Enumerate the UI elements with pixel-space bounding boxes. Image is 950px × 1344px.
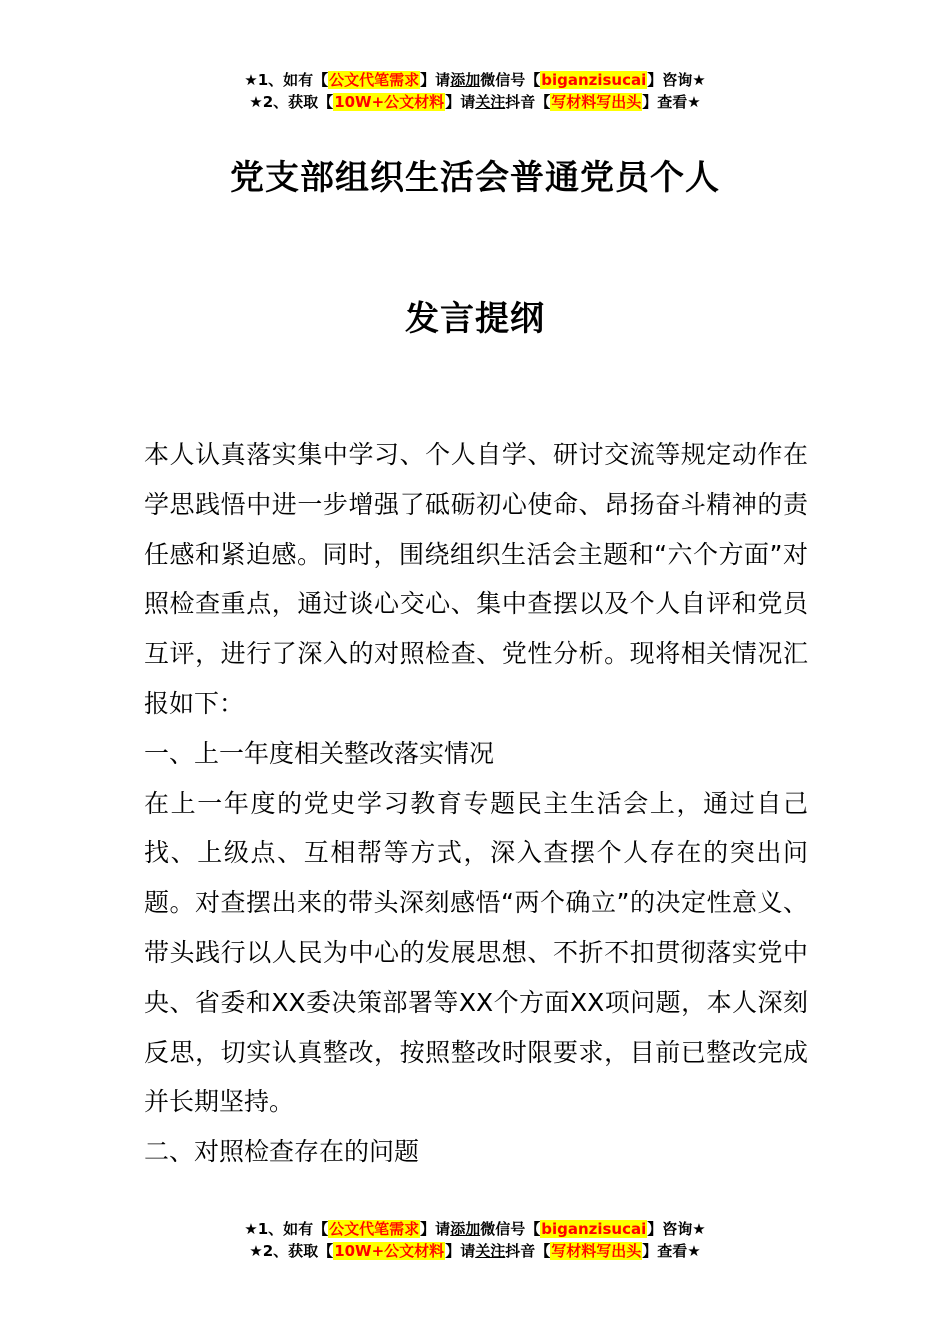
banner-text: 微信号【 <box>480 1220 541 1238</box>
banner-text: 】请 <box>420 1220 451 1238</box>
wechat-id-highlight: biganzisucai <box>541 71 647 89</box>
banner-text: 微信号【 <box>480 71 541 89</box>
banner-highlight: 10W+公文材料 <box>334 1242 445 1260</box>
banner-line-1 <box>0 1218 950 1240</box>
banner-text: ★2、获取【 <box>249 1242 334 1260</box>
section-heading-1: 一、上一年度相关整改落实情况 <box>144 738 495 768</box>
banner-text: 抖音【 <box>505 93 551 111</box>
banner-line-1 <box>0 69 950 91</box>
banner-text: 抖音【 <box>505 1242 551 1260</box>
banner-text: 】请 <box>420 71 451 89</box>
banner-highlight: 公文代笔需求 <box>329 1220 420 1238</box>
douyin-id-highlight: 写材料写出头 <box>551 93 642 111</box>
banner-text: 】查看★ <box>642 1242 701 1260</box>
banner-text: 】查看★ <box>642 93 701 111</box>
banner-highlight: 公文代笔需求 <box>329 71 420 89</box>
banner-underlined: 关注 <box>475 1242 506 1260</box>
banner-line-2 <box>0 1240 950 1262</box>
banner-highlight: 10W+公文材料 <box>334 93 445 111</box>
banner-text: 】请 <box>445 93 476 111</box>
top-banner <box>0 69 950 113</box>
bottom-banner <box>0 1218 950 1262</box>
banner-text: 】咨询★ <box>647 1220 706 1238</box>
page-title-line-1: 党支部组织生活会普通党员个人 <box>230 158 720 198</box>
banner-underlined: 添加 <box>450 71 481 89</box>
intro-paragraph: 本人认真落实集中学习、个人自学、研讨交流等规定动作在学思践悟中进一步增强了砥砺初心使命、昂扬奋斗精神的责任感和紧迫感。同时，围绕组织生活会主题和“六个方面”对照检查重点，通过谈心交心、集中查摆以及个人自评和党员互评，进行了深入的对照检查、党性分析。现将相关情况汇报如下： <box>144 440 808 718</box>
douyin-id-highlight: 写材料写出头 <box>551 1242 642 1260</box>
banner-text: 】咨询★ <box>647 71 706 89</box>
banner-underlined: 关注 <box>475 93 506 111</box>
banner-text: 】请 <box>445 1242 476 1260</box>
banner-line-2 <box>0 91 950 113</box>
banner-underlined: 添加 <box>450 1220 481 1238</box>
wechat-id-highlight: biganzisucai <box>541 1220 647 1238</box>
banner-text: ★1、如有【 <box>244 71 329 89</box>
section-heading-2: 二、对照检查存在的问题 <box>144 1137 420 1167</box>
section-1-paragraph: 在上一年度的党史学习教育专题民主生活会上，通过自己找、上级点、互相帮等方式，深入查摆个人存在的突出问题。对查摆出来的带头深刻感悟“两个确立”的决定性意义、带头践行以人民为中心的发展思想、不折不扣贯彻落实党中央、省委和XX委决策部署等XX个方面XX项问题，本人深刻反思，切实认真整改，按照整改时限要求，目前已整改完成并长期坚持。 <box>144 788 808 1117</box>
document-body <box>144 430 808 1177</box>
page-title-line-2: 发言提纲 <box>405 299 545 339</box>
banner-text: ★2、获取【 <box>249 93 334 111</box>
banner-text: ★1、如有【 <box>244 1220 329 1238</box>
